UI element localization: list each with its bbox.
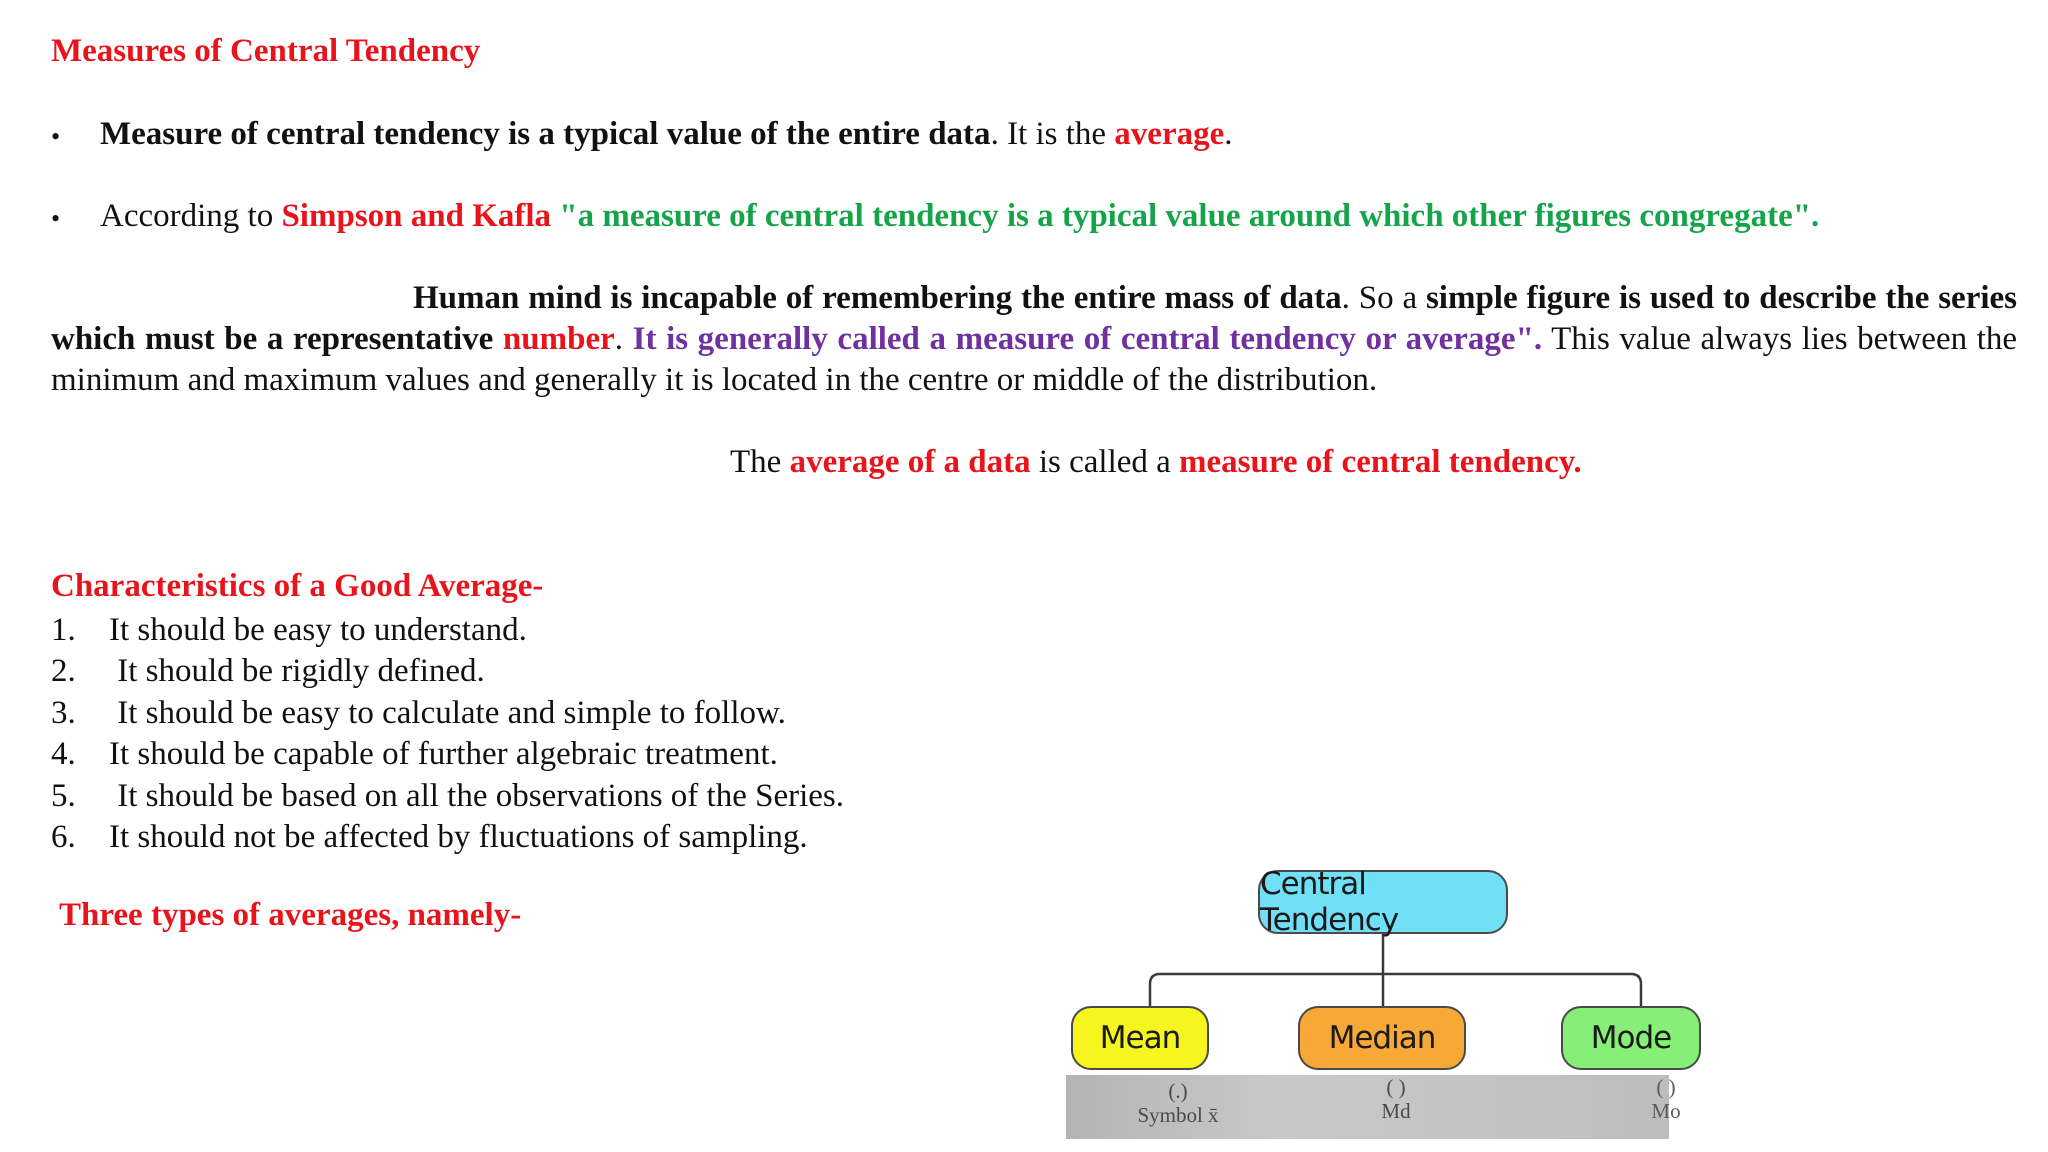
explanation-paragraph: Human mind is incapable of remembering the entire mass of data. So a simple figure is used to describe the series which must be a representative number. It is generally called a measure of central tendency or average". This value always lies between the minimum and maximum values and generally it is located in the centre or middle of the distribution. bbox=[51, 280, 2018, 398]
median-symbol: ( ) Md bbox=[1381, 1075, 1411, 1123]
summary-line: The average of a data is called a measure of central tendency. bbox=[730, 444, 1582, 480]
symbols-photo bbox=[1066, 1075, 1681, 1139]
quote-text: "a measure of central tendency is a typical value around which other figures congregate". bbox=[551, 198, 1820, 234]
mode-symbol: ( ) Mo bbox=[1651, 1075, 1681, 1123]
characteristics-list bbox=[51, 610, 844, 858]
definition-bold: Measure of central tendency is a typical value of the entire data bbox=[100, 116, 991, 152]
connector-horizontal bbox=[1150, 974, 1641, 1006]
list-item: 5. It should be based on all the observations of the Series. bbox=[51, 777, 845, 814]
median-node: Median bbox=[1298, 1006, 1466, 1070]
mean-node: Mean bbox=[1071, 1006, 1209, 1070]
average-term: average bbox=[1114, 116, 1225, 152]
list-item: 6. It should not be affected by fluctuations of sampling. bbox=[51, 819, 808, 856]
bullet-icon: • bbox=[51, 204, 61, 233]
page-title: Measures of Central Tendency bbox=[51, 33, 481, 69]
bullet-icon: • bbox=[51, 122, 61, 151]
list-item: 1. It should be easy to understand. bbox=[51, 612, 527, 648]
list-item: 2. It should be rigidly defined. bbox=[51, 653, 485, 690]
characteristics-heading: Characteristics of a Good Average- bbox=[51, 568, 544, 604]
list-item: 3. It should be easy to calculate and simple to follow. bbox=[51, 694, 786, 731]
mean-symbol: (.) Symbol x̄ bbox=[1137, 1079, 1219, 1127]
types-heading: Three types of averages, namely- bbox=[59, 897, 522, 933]
central-tendency-node: Central Tendency bbox=[1258, 870, 1508, 934]
author-names: Simpson and Kafla bbox=[281, 198, 552, 234]
mode-node: Mode bbox=[1561, 1006, 1701, 1070]
list-item: 4. It should be capable of further algebraic treatment. bbox=[51, 736, 778, 773]
